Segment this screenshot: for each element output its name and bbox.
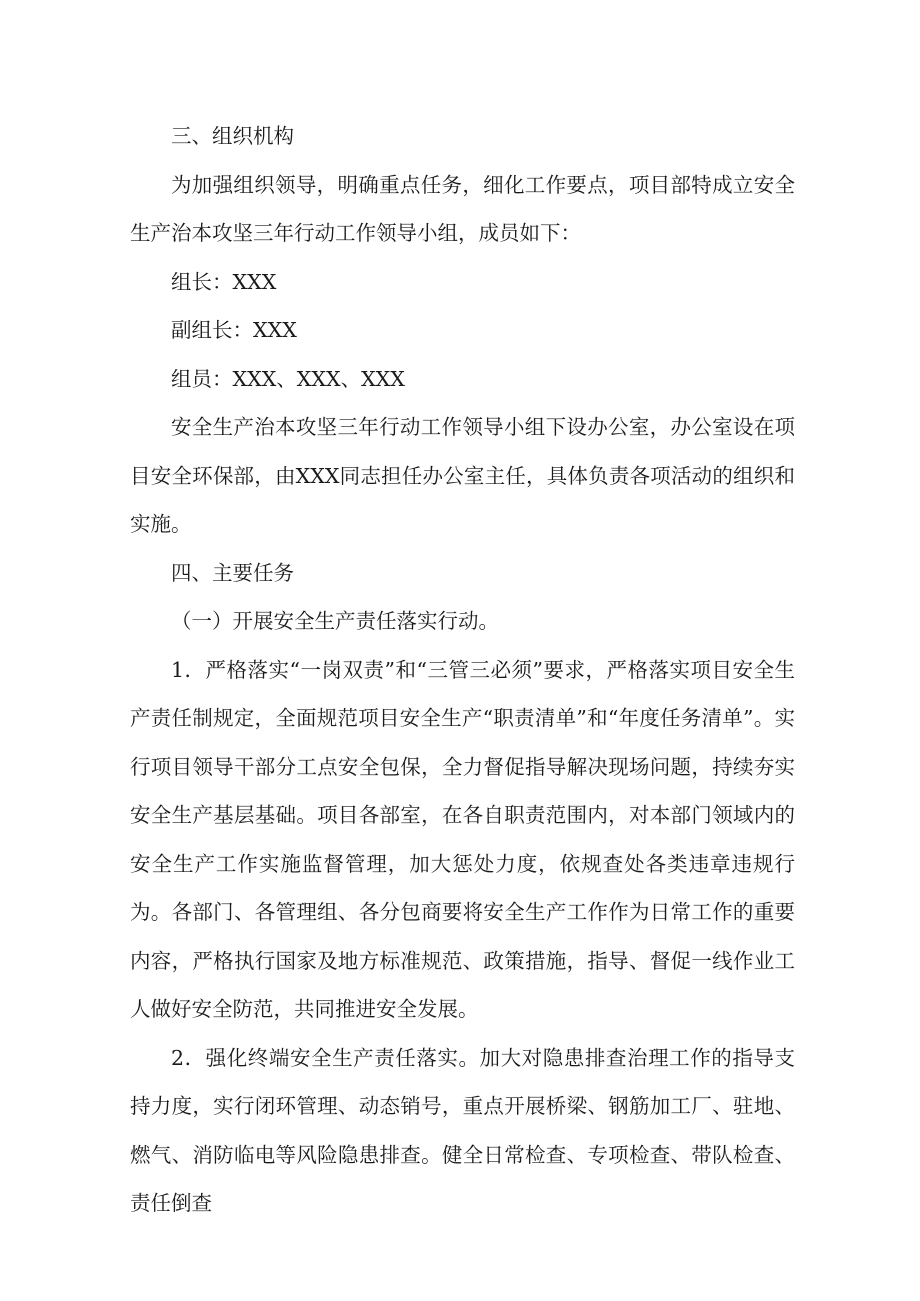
paragraph-office-setup: 安全生产治本攻坚三年行动工作领导小组下设办公室，办公室设在项目安全环保部，由XXX同志担任办公室主任，具体负责各项活动的组织和实施。 bbox=[130, 415, 795, 536]
document-body bbox=[130, 112, 795, 1228]
subsection-heading-responsibility: （一）开展安全生产责任落实行动。 bbox=[171, 609, 499, 633]
section-heading-main-tasks: 四、主要任务 bbox=[171, 560, 294, 585]
paragraph-deputy-leader: 副组长：XXX bbox=[171, 318, 297, 342]
paragraph-group-leader: 组长：XXX bbox=[171, 269, 277, 294]
section-heading-organization: 三、组织机构 bbox=[171, 124, 294, 148]
paragraph-group-members: 组员：XXX、XXX、XXX bbox=[171, 366, 405, 391]
paragraph-leading-group-intro: 为加强组织领导，明确重点任务，细化工作要点，项目部特成立安全生产治本攻坚三年行动工作领导小组，成员如下： bbox=[130, 172, 795, 245]
paragraph-item-1: 1．严格落实“一岗双责”和“三管三必须”要求，严格落实项目安全生产责任制规定，全面规范项目安全生产“职责清单”和“年度任务清单”。实行项目领导干部分工点安全包保，全力督促指导解决现场问题，持续夯实安全生产基层基础。项目各部室，在各自职责范围内，对本部门领域内的安全生产工作实施监督管理，加大惩处力度，依规查处各类违章违规行为。各部门、各管理组、各分包商要将安全生产工作作为日常工作的重要内容，严格执行国家及地方标准规范、政策措施，指导、督促一线作业工人做好安全防范，共同推进安全发展。 bbox=[130, 657, 795, 1021]
paragraph-item-2: 2．强化终端安全生产责任落实。加大对隐患排查治理工作的指导支持力度，实行闭环管理、动态销号，重点开展桥梁、钢筋加工厂、驻地、燃气、消防临电等风险隐患排查。健全日常检查、专项检查、带队检查、责任倒查 bbox=[130, 1045, 795, 1215]
